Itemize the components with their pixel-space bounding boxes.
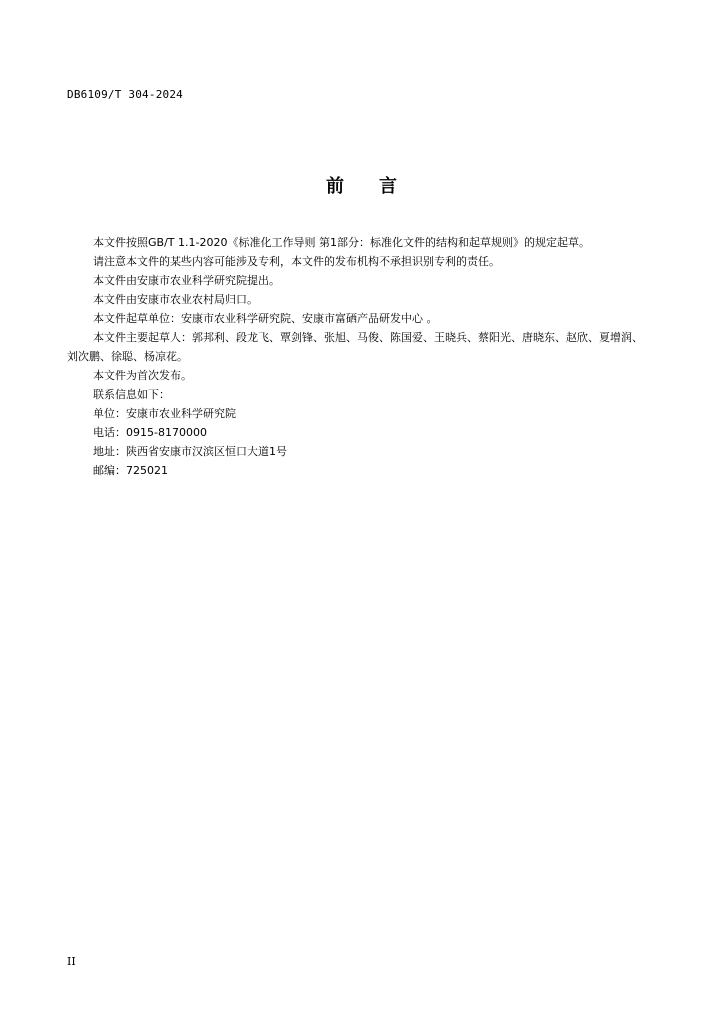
paragraph-patent-notice: 请注意本文件的某些内容可能涉及专利，本文件的发布机构不承担识别专利的责任。	[93, 255, 500, 268]
paragraph-contact-heading: 联系信息如下：	[93, 388, 170, 401]
title-char-2: 言	[379, 176, 398, 197]
title-char-1: 前	[326, 176, 345, 197]
foreword-body	[67, 233, 651, 480]
document-code: DB6109/T 304-2024	[67, 88, 183, 101]
paragraph-administrator: 本文件由安康市农业农村局归口。	[93, 293, 258, 306]
paragraph-proposer: 本文件由安康市农业科学研究院提出。	[93, 274, 280, 287]
paragraph-drafting-units: 本文件起草单位：安康市农业科学研究院、安康市富硒产品研发中心 。	[93, 312, 438, 325]
contact-unit: 单位：安康市农业科学研究院	[93, 407, 236, 420]
page-number: II	[67, 955, 76, 968]
paragraph-drafters: 本文件主要起草人：郭邦利、段龙飞、覃剑锋、张旭、马俊、陈国爱、王晓兵、蔡阳光、唐晓东、赵欣、夏增润、刘次鹏、徐聪、杨凉花。	[67, 331, 643, 363]
contact-address: 地址：陕西省安康市汉滨区恒口大道1号	[93, 445, 287, 458]
page-title	[0, 172, 724, 198]
contact-postcode: 邮编：725021	[93, 464, 168, 477]
paragraph-drafting-rules: 本文件按照GB/T 1.1-2020《标准化工作导则 第1部分：标准化文件的结构和起草规则》的规定起草。	[93, 236, 590, 249]
paragraph-first-release: 本文件为首次发布。	[93, 369, 192, 382]
contact-phone: 电话：0915-8170000	[93, 426, 207, 439]
